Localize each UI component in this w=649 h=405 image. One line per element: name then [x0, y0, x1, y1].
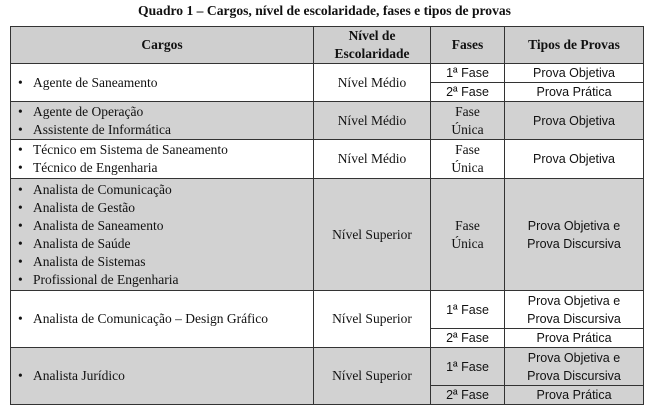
prova-cell: Prova Objetiva e Prova Discursiva: [505, 179, 644, 291]
nivel-cell: Nível Médio: [314, 140, 431, 179]
cargos-cell: [11, 291, 314, 348]
table-row: [11, 179, 644, 291]
prova-cell: Prova Prática: [505, 83, 644, 102]
fase-cell: Fase Única: [431, 179, 505, 291]
table-row: [11, 140, 644, 179]
nivel-cell: Nível Superior: [314, 179, 431, 291]
table-row: [11, 64, 644, 83]
fase-cell: 1ª Fase: [431, 348, 505, 386]
list-item: • Analista de Comunicação: [15, 181, 309, 199]
fase-cell: 1ª Fase: [431, 64, 505, 83]
header-tipos-provas: Tipos de Provas: [505, 27, 644, 64]
nivel-cell: Nível Médio: [314, 64, 431, 102]
cargos-cell: [11, 140, 314, 179]
list-item: • Técnico em Sistema de Saneamento: [15, 141, 309, 159]
list-item: • Analista de Comunicação – Design Gráfico: [15, 310, 309, 328]
list-item: • Agente de Operação: [15, 103, 309, 121]
header-nivel: Nível de Escolaridade: [314, 27, 431, 64]
prova-cell: Prova Prática: [505, 329, 644, 348]
nivel-cell: Nível Superior: [314, 348, 431, 405]
nivel-cell: Nível Superior: [314, 291, 431, 348]
table-row: [11, 102, 644, 140]
list-item: • Analista de Saúde: [15, 235, 309, 253]
prova-cell: Prova Objetiva e Prova Discursiva: [505, 291, 644, 329]
prova-cell: Prova Objetiva: [505, 102, 644, 140]
prova-cell: Prova Prática: [505, 386, 644, 405]
fase-cell: 2ª Fase: [431, 329, 505, 348]
list-item: • Analista de Gestão: [15, 199, 309, 217]
list-item: • Profissional de Engenharia: [15, 271, 309, 289]
prova-cell: Prova Objetiva e Prova Discursiva: [505, 348, 644, 386]
fase-cell: 2ª Fase: [431, 83, 505, 102]
fase-cell: 2ª Fase: [431, 386, 505, 405]
cargos-cell: [11, 179, 314, 291]
list-item: • Técnico de Engenharia: [15, 159, 309, 177]
cargos-cell: [11, 64, 314, 102]
prova-cell: Prova Objetiva: [505, 140, 644, 179]
list-item: • Agente de Saneamento: [15, 74, 309, 92]
table-header-row: [11, 27, 644, 64]
list-item: • Analista Jurídico: [15, 367, 309, 385]
list-item: • Analista de Saneamento: [15, 217, 309, 235]
cargos-cell: [11, 348, 314, 405]
list-item: • Analista de Sistemas: [15, 253, 309, 271]
cargos-table: [10, 26, 644, 405]
nivel-cell: Nível Médio: [314, 102, 431, 140]
fase-cell: Fase Única: [431, 140, 505, 179]
table-row: [11, 348, 644, 386]
header-cargos: Cargos: [11, 27, 314, 64]
fase-cell: 1ª Fase: [431, 291, 505, 329]
cargos-cell: [11, 102, 314, 140]
header-fases: Fases: [431, 27, 505, 64]
fase-cell: Fase Única: [431, 102, 505, 140]
table-title: Quadro 1 – Cargos, nível de escolaridade, fases e tipos de provas: [138, 3, 511, 18]
prova-cell: Prova Objetiva: [505, 64, 644, 83]
table-row: [11, 291, 644, 329]
list-item: • Assistente de Informática: [15, 121, 309, 139]
